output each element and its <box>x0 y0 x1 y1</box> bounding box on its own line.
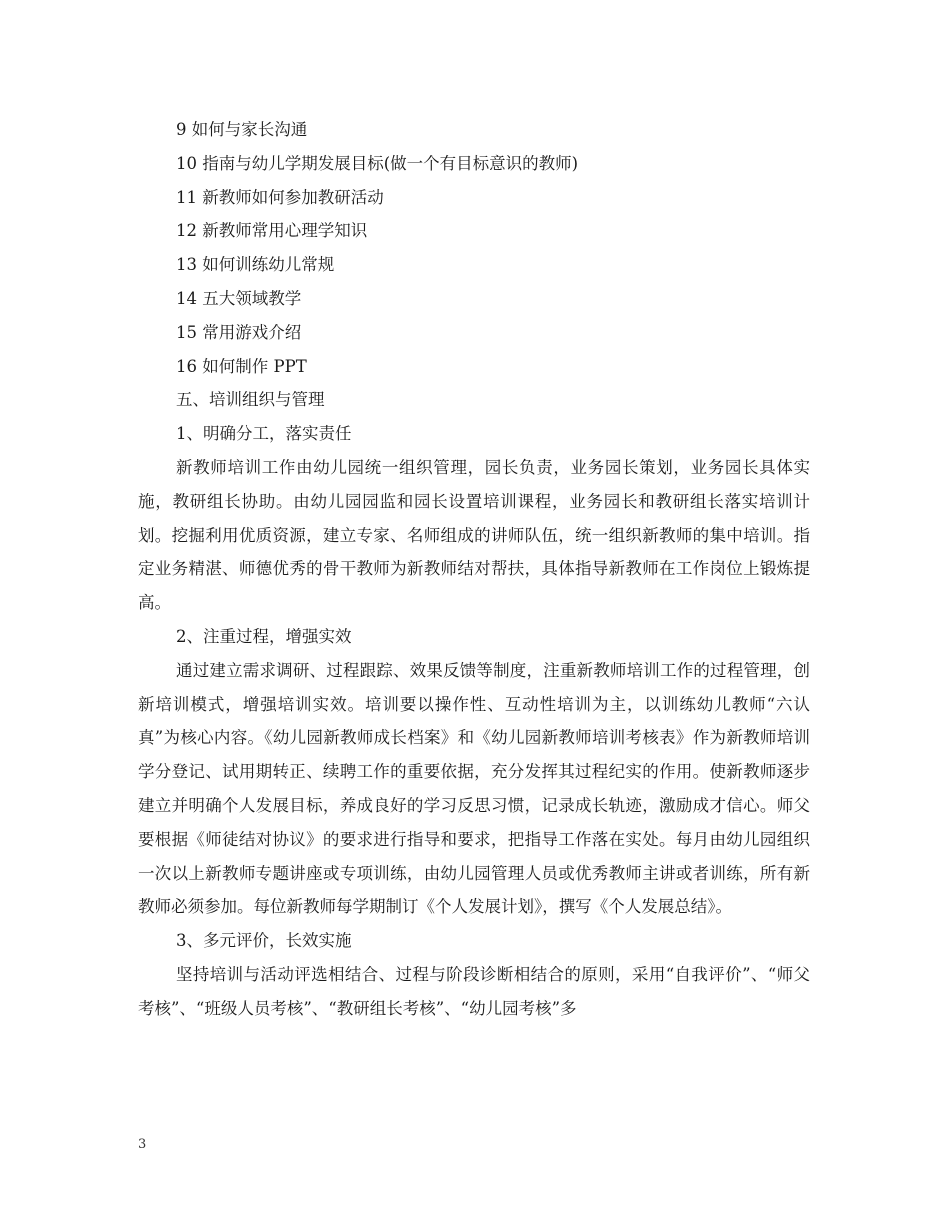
list-item: 12 新教师常用心理学知识 <box>176 221 368 241</box>
list-item: 16 如何制作 PPT <box>176 356 307 376</box>
subsection-paragraph-2: 通过建立需求调研、过程跟踪、效果反馈等制度，注重新教师培训工作的过程管理，创新培训模式，增强培训实效。培训要以操作性、互动性培训为主，以训练幼儿教师“六认真”为核心内容。《幼儿园新教师成长档案》和《幼儿园新教师培训考核表》作为新教师培训学分登记、试用期转正、续聘工作的重要依据，充分发挥其过程纪实的作用。使新教师逐步建立并明确个人发展目标，养成良好的学习反思习惯，记录成长轨迹，激励成才信心。师父要根据《师徒结对协议》的要求进行指导和要求，把指导工作落在实处。每月由幼儿园组织一次以上新教师专题讲座或专项训练，由幼儿园管理人员或优秀教师主讲或者训练，所有新教师必须参加。每位新教师每学期制订《个人发展计划》，撰写《个人发展总结》。 <box>138 660 810 917</box>
subsection-heading-2: 2、注重过程，增强实效 <box>176 626 352 646</box>
subsection-paragraph-1: 新教师培训工作由幼儿园统一组织管理，园长负责，业务园长策划，业务园长具体实施，教研组长协助。由幼儿园园监和园长设置培训课程，业务园长和教研组长落实培训计划。挖掘利用优质资源，建立专家、名师组成的讲师队伍，统一组织新教师的集中培训。指定业务精湛、师德优秀的骨干教师为新教师结对帮扶，具体指导新教师在工作岗位上锻炼提高。 <box>138 457 810 613</box>
document-body <box>138 113 810 1026</box>
list-item: 10 指南与幼儿学期发展目标(做一个有目标意识的教师) <box>176 153 579 173</box>
list-item: 14 五大领域教学 <box>176 288 302 308</box>
page-number: 3 <box>138 1137 147 1152</box>
list-item: 11 新教师如何参加教研活动 <box>176 187 384 207</box>
list-item: 9 如何与家长沟通 <box>176 120 308 139</box>
list-item: 13 如何训练幼儿常规 <box>176 255 335 275</box>
subsection-heading-3: 3、多元评价，长效实施 <box>176 931 352 951</box>
list-item: 15 常用游戏介绍 <box>176 322 302 342</box>
section-heading: 五、培训组织与管理 <box>176 390 325 410</box>
subsection-heading-1: 1、明确分工，落实责任 <box>176 424 352 444</box>
subsection-paragraph-3: 坚持培训与活动评选相结合、过程与阶段诊断相结合的原则，采用“自我评价”、“师父考核”、“班级人员考核”、“教研组长考核”、“幼儿园考核”多 <box>138 964 810 1018</box>
